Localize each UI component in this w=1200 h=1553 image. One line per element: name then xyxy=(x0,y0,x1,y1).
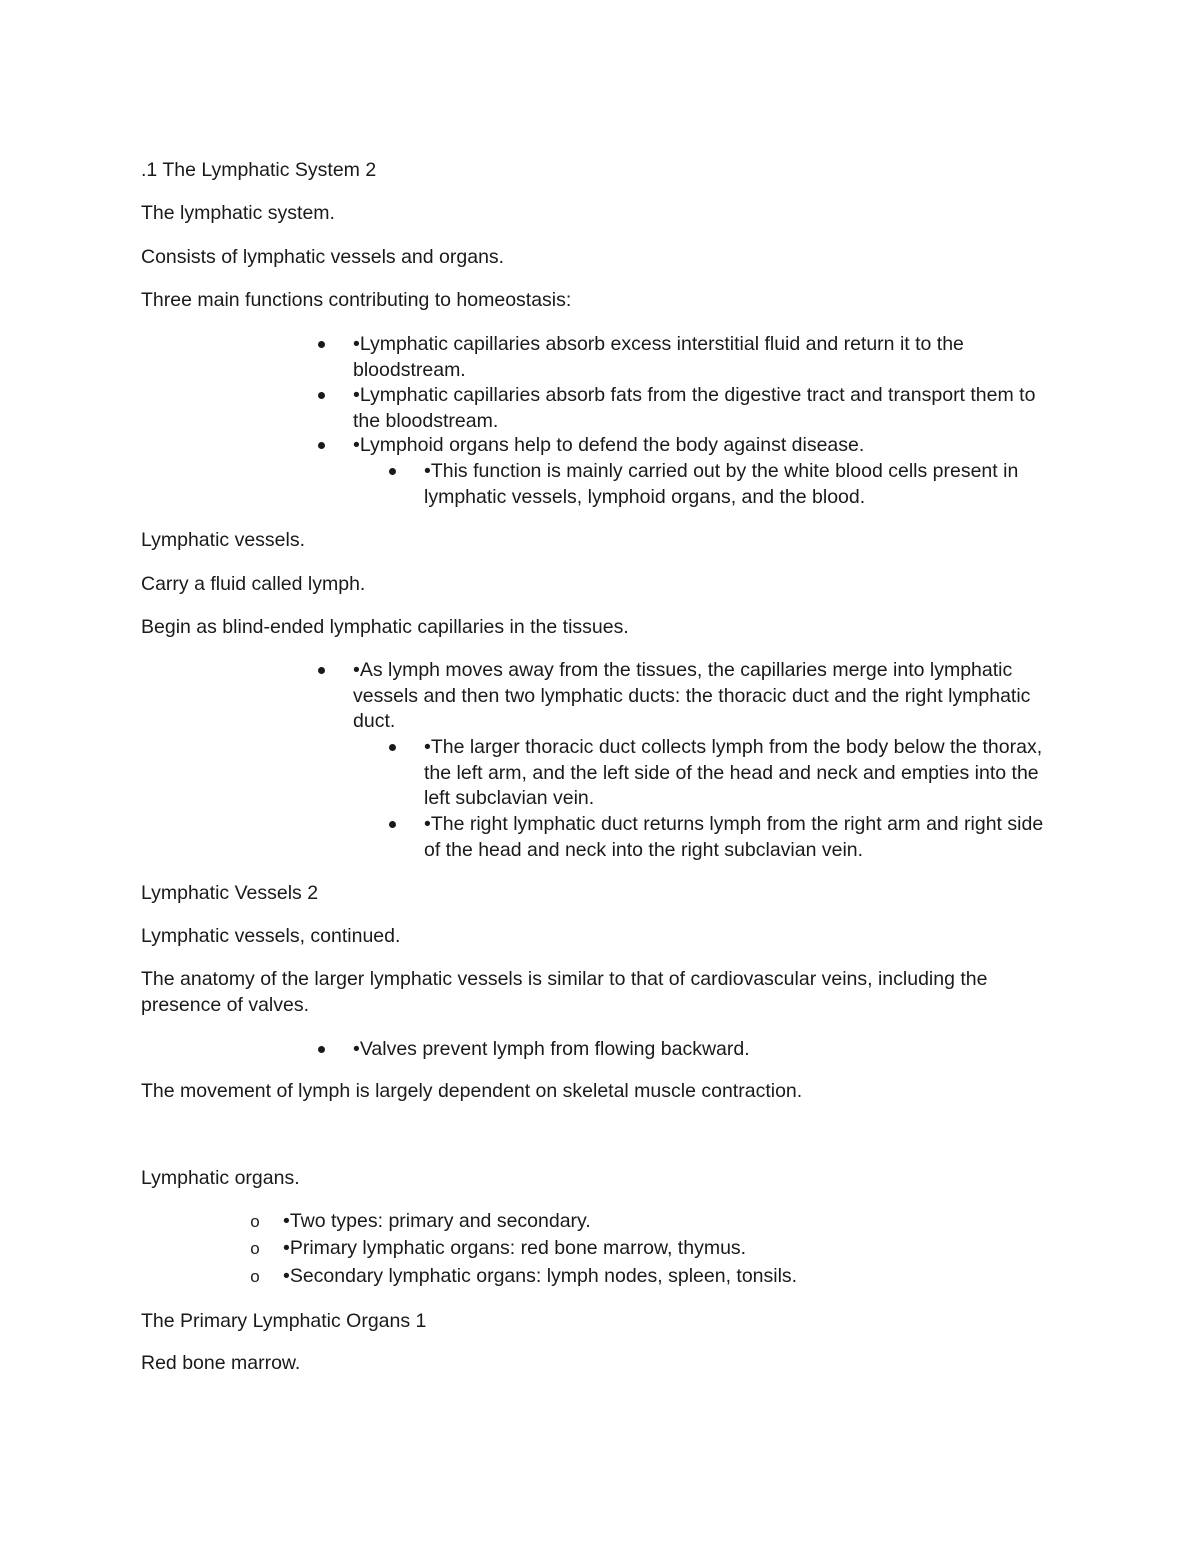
list-item-text: •Lymphatic capillaries absorb fats from the digestive tract and transport them to the bloodstream. xyxy=(353,384,1036,432)
paragraph: The anatomy of the larger lymphatic vessels is similar to that of cardiovascular veins, including the presence of valves. xyxy=(141,968,988,1016)
circle-bullet-icon: o xyxy=(250,1212,260,1231)
paragraph: Begin as blind-ended lymphatic capillaries in the tissues. xyxy=(141,616,629,638)
paragraph: The movement of lymph is largely dependent on skeletal muscle contraction. xyxy=(141,1080,803,1102)
section-heading: The Primary Lymphatic Organs 1 xyxy=(141,1310,427,1332)
paragraph: Three main functions contributing to homeostasis: xyxy=(141,289,572,311)
paragraph: Lymphatic vessels. xyxy=(141,529,306,551)
list-item-text: •Two types: primary and secondary. xyxy=(283,1210,591,1232)
paragraph: Red bone marrow. xyxy=(141,1352,301,1374)
paragraph: The lymphatic system. xyxy=(141,202,335,224)
section-heading: .1 The Lymphatic System 2 xyxy=(141,159,377,181)
paragraph: Lymphatic organs. xyxy=(141,1167,300,1189)
section-heading: Lymphatic Vessels 2 xyxy=(141,882,319,904)
list-item-text: •As lymph moves away from the tissues, the capillaries merge into lymphatic vessels and then two lymphatic ducts: the thoracic duct and the right lymphatic duct. xyxy=(353,659,1031,732)
list-item-text: •Valves prevent lymph from flowing backward. xyxy=(353,1038,750,1060)
paragraph: Lymphatic vessels, continued. xyxy=(141,925,401,947)
list-item-text: •The right lymphatic duct returns lymph from the right arm and right side of the head and neck into the right subclavian vein. xyxy=(424,813,1044,861)
list-item-text: •Secondary lymphatic organs: lymph nodes, spleen, tonsils. xyxy=(283,1265,798,1287)
circle-bullet-icon: o xyxy=(250,1267,260,1286)
circle-bullet-icon: o xyxy=(250,1239,260,1258)
list-item-text: •The larger thoracic duct collects lymph from the body below the thorax, the left arm, and the left side of the head and neck and empties into the left subclavian vein. xyxy=(424,736,1043,809)
paragraph: Consists of lymphatic vessels and organs. xyxy=(141,246,505,268)
list-item-text: •Lymphoid organs help to defend the body against disease. xyxy=(353,434,865,456)
list-item-text: •Primary lymphatic organs: red bone marrow, thymus. xyxy=(283,1237,747,1259)
paragraph: Carry a fluid called lymph. xyxy=(141,573,366,595)
list-item-text: •This function is mainly carried out by the white blood cells present in lymphatic vessels, lymphoid organs, and the blood. xyxy=(424,460,1019,508)
list-item-text: •Lymphatic capillaries absorb excess interstitial fluid and return it to the bloodstream. xyxy=(353,333,964,381)
